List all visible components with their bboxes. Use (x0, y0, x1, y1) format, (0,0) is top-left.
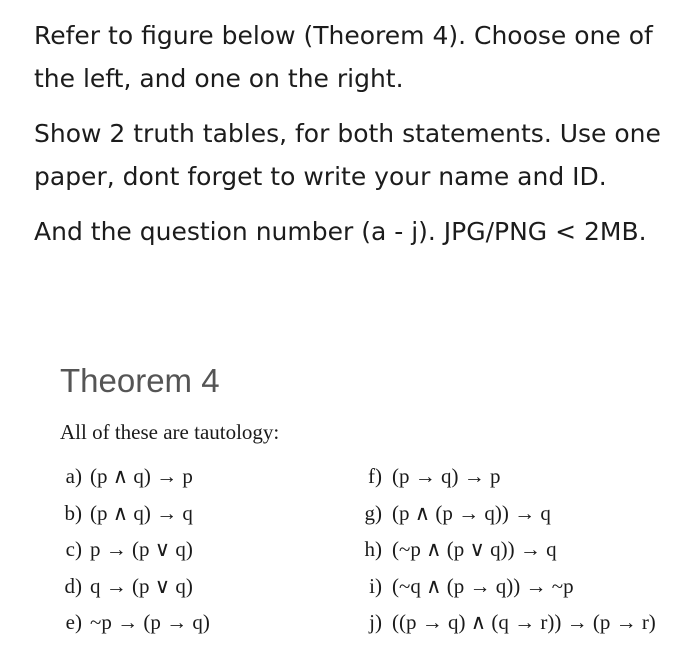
item-expression: (p ∧ (p → q)) → q (392, 500, 551, 525)
item-label: j) (369, 610, 382, 634)
theorem-item-c (60, 531, 210, 568)
theorem-item-g (300, 495, 656, 532)
item-expression: ((p → q) ∧ (q → r)) → (p → r) (392, 610, 656, 634)
theorem-item-e (60, 604, 210, 641)
item-label: d) (64, 573, 82, 598)
theorem-item-i (300, 568, 656, 605)
item-expression: (p → q) → p (392, 464, 501, 488)
item-label: f) (368, 464, 382, 488)
item-expression: ~p → (p → q) (90, 610, 210, 634)
item-expression: (~q ∧ (p → q)) → ~p (392, 573, 574, 598)
theorem-item-f (300, 458, 656, 495)
item-expression: (~p ∧ (p ∨ q)) → q (392, 537, 557, 561)
theorem-item-j (300, 604, 656, 641)
instruction-paragraph-3: And the question number (a - j). JPG/PNG < 2MB. (34, 217, 647, 246)
item-expression: (p ∧ q) → q (90, 500, 193, 525)
item-label: i) (369, 573, 382, 598)
theorem-item-d (60, 568, 210, 605)
instruction-paragraph-2: Show 2 truth tables, for both statements. Use one paper, dont forget to write your name and ID. (34, 119, 661, 191)
theorem-left-column (60, 458, 210, 641)
item-label: h) (364, 537, 382, 561)
item-expression: p → (p ∨ q) (90, 537, 193, 561)
theorem-item-h (300, 531, 656, 568)
item-label: e) (65, 610, 82, 634)
theorem-intro: All of these are tautology: (60, 420, 280, 444)
item-label: c) (65, 537, 82, 561)
item-expression: (p ∧ q) → p (90, 464, 193, 488)
instruction-paragraph-1: Refer to figure below (Theorem 4). Choose one of the left, and one on the right. (34, 21, 653, 93)
item-label: b) (64, 500, 82, 525)
theorem-item-b (60, 495, 210, 532)
theorem-title: Theorem 4 (60, 362, 220, 399)
item-expression: q → (p ∨ q) (90, 573, 193, 598)
theorem-item-a (60, 458, 210, 495)
item-label: a) (65, 464, 82, 488)
item-label: g) (364, 500, 382, 525)
theorem-right-column (300, 458, 656, 641)
instructions-text (34, 14, 674, 265)
